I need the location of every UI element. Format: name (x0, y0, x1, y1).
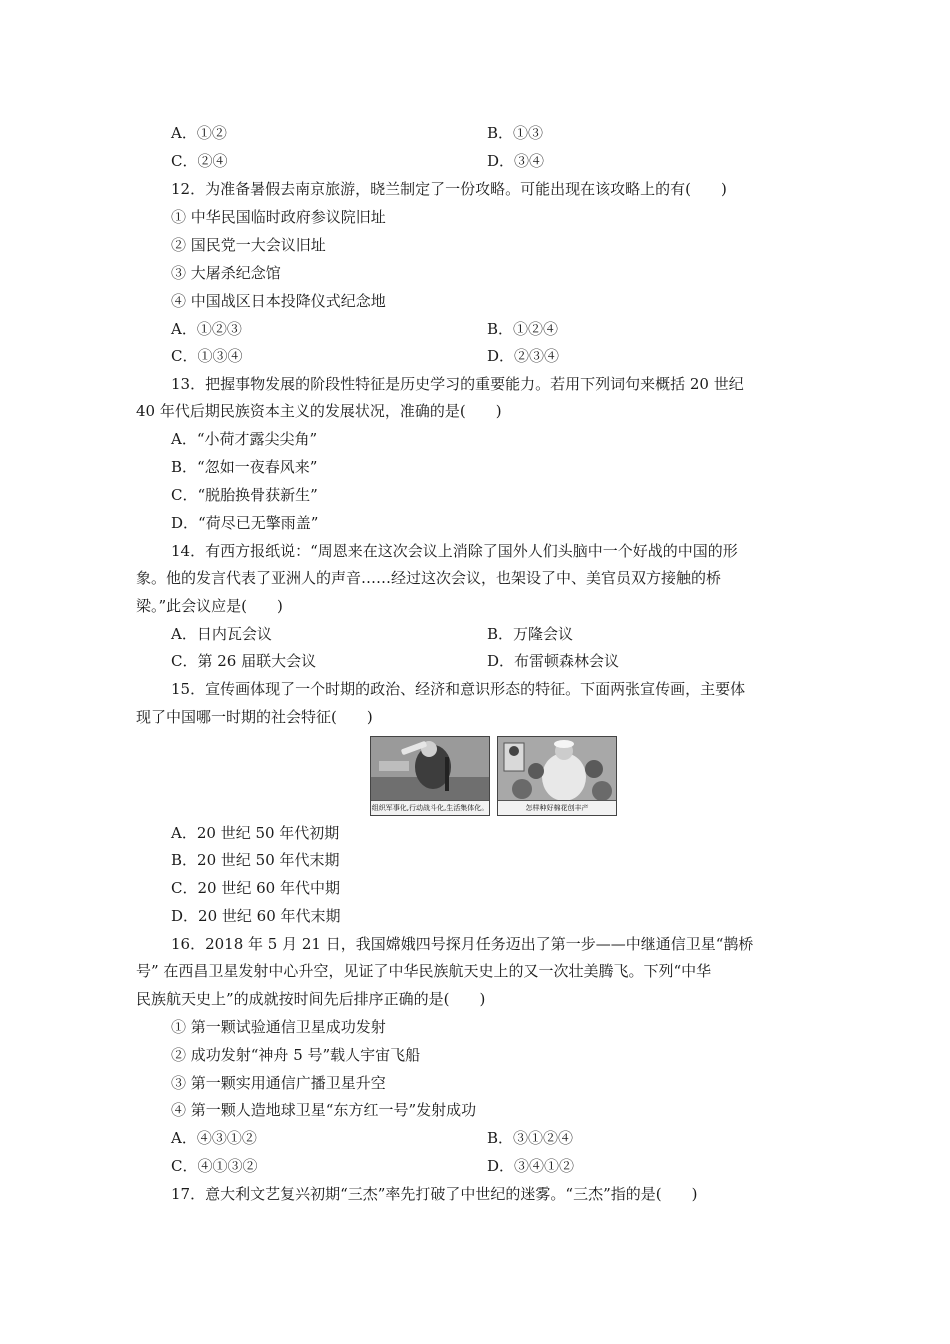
q14-stem-line1: 14．有西方报纸说：“周恩来在这次会议上消除了国外人们头脑中一个好战的中国的形 (171, 542, 738, 560)
q11-option-b: B．①③ (487, 124, 544, 142)
q11-option-c: C．②④ (171, 152, 228, 170)
q16-item-3: ③ 第一颗实用通信广播卫星升空 (171, 1074, 386, 1092)
q13-option-b: B．“忽如一夜春风来” (171, 458, 318, 476)
q14-option-a: A．日内瓦会议 (171, 625, 272, 643)
q17-stem: 17．意大利文艺复兴初期“三杰”率先打破了中世纪的迷雾。“三杰”指的是( ) (171, 1185, 698, 1203)
q12-item-2: ② 国民党一大会议旧址 (171, 236, 326, 254)
q14-stem-line2: 象。他的发言代表了亚洲人的声音……经过这次会议，也架设了中、美官员双方接触的桥 (136, 569, 722, 587)
q12-item-4: ④ 中国战区日本投降仪式纪念地 (171, 292, 386, 310)
q16-item-4: ④ 第一颗人造地球卫星“东方红一号”发射成功 (171, 1101, 477, 1119)
q13-stem-line2: 40 年代后期民族资本主义的发展状况，准确的是( ) (136, 402, 502, 420)
q12-option-c: C．①③④ (171, 347, 243, 365)
q15-option-d: D．20 世纪 60 年代末期 (171, 907, 341, 925)
poster-2-caption: 怎样种好棉花创丰产 (498, 800, 616, 815)
q13-stem-line1: 13．把握事物发展的阶段性特征是历史学习的重要能力。若用下列词句来概括 20 世纪 (171, 375, 744, 393)
q15-option-b: B．20 世纪 50 年代末期 (171, 851, 340, 869)
q12-option-a: A．①②③ (171, 320, 242, 338)
poster-2-illustration (498, 737, 616, 801)
q16-option-b: B．③①②④ (487, 1129, 574, 1147)
q14-option-b: B．万隆会议 (487, 625, 574, 643)
q12-option-b: B．①②④ (487, 320, 559, 338)
q13-option-c: C．“脱胎换骨获新生” (171, 486, 318, 504)
q15-stem-line2: 现了中国哪一时期的社会特征( ) (136, 708, 373, 726)
propaganda-poster-2 (497, 736, 617, 816)
propaganda-poster-1 (370, 736, 490, 816)
q11-option-d: D．③④ (487, 152, 545, 170)
q12-option-d: D．②③④ (487, 347, 560, 365)
q14-stem-line3: 梁。”此会议应是( ) (136, 597, 283, 615)
q11-option-a: A．①② (171, 124, 227, 142)
q13-option-a: A．“小荷才露尖尖角” (171, 430, 318, 448)
q12-stem: 12．为准备暑假去南京旅游，晓兰制定了一份攻略。可能出现在该攻略上的有( ) (171, 180, 727, 198)
q16-option-a: A．④③①② (171, 1129, 257, 1147)
q15-stem-line1: 15．宣传画体现了一个时期的政治、经济和意识形态的特征。下面两张宣传画，主要体 (171, 680, 746, 698)
q12-item-3: ③ 大屠杀纪念馆 (171, 264, 281, 282)
q16-stem-line2: 号” 在西昌卫星发射中心升空，见证了中华民族航天史上的又一次壮美腾飞。下列“中华 (136, 962, 712, 980)
q16-option-d: D．③④①② (487, 1157, 575, 1175)
poster-1-caption: 组织军事化,行动战斗化,生活集体化。 (371, 800, 489, 815)
q15-option-c: C．20 世纪 60 年代中期 (171, 879, 340, 897)
q14-option-d: D．布雷顿森林会议 (487, 652, 620, 670)
q16-stem-line1: 16．2018 年 5 月 21 日，我国嫦娥四号探月任务迈出了第一步——中继通信卫星“鹊桥 (171, 935, 754, 953)
q15-option-a: A．20 世纪 50 年代初期 (171, 824, 340, 842)
q16-item-2: ② 成功发射“神舟 5 号”载人宇宙飞船 (171, 1046, 421, 1064)
q12-item-1: ① 中华民国临时政府参议院旧址 (171, 208, 386, 226)
q16-option-c: C．④①③② (171, 1157, 258, 1175)
q13-option-d: D．“荷尽已无擎雨盖” (171, 514, 319, 532)
q16-stem-line3: 民族航天史上”的成就按时间先后排序正确的是( ) (136, 990, 486, 1008)
poster-1-illustration (371, 737, 489, 801)
q16-item-1: ① 第一颗试验通信卫星成功发射 (171, 1018, 386, 1036)
q14-option-c: C．第 26 届联大会议 (171, 652, 317, 670)
